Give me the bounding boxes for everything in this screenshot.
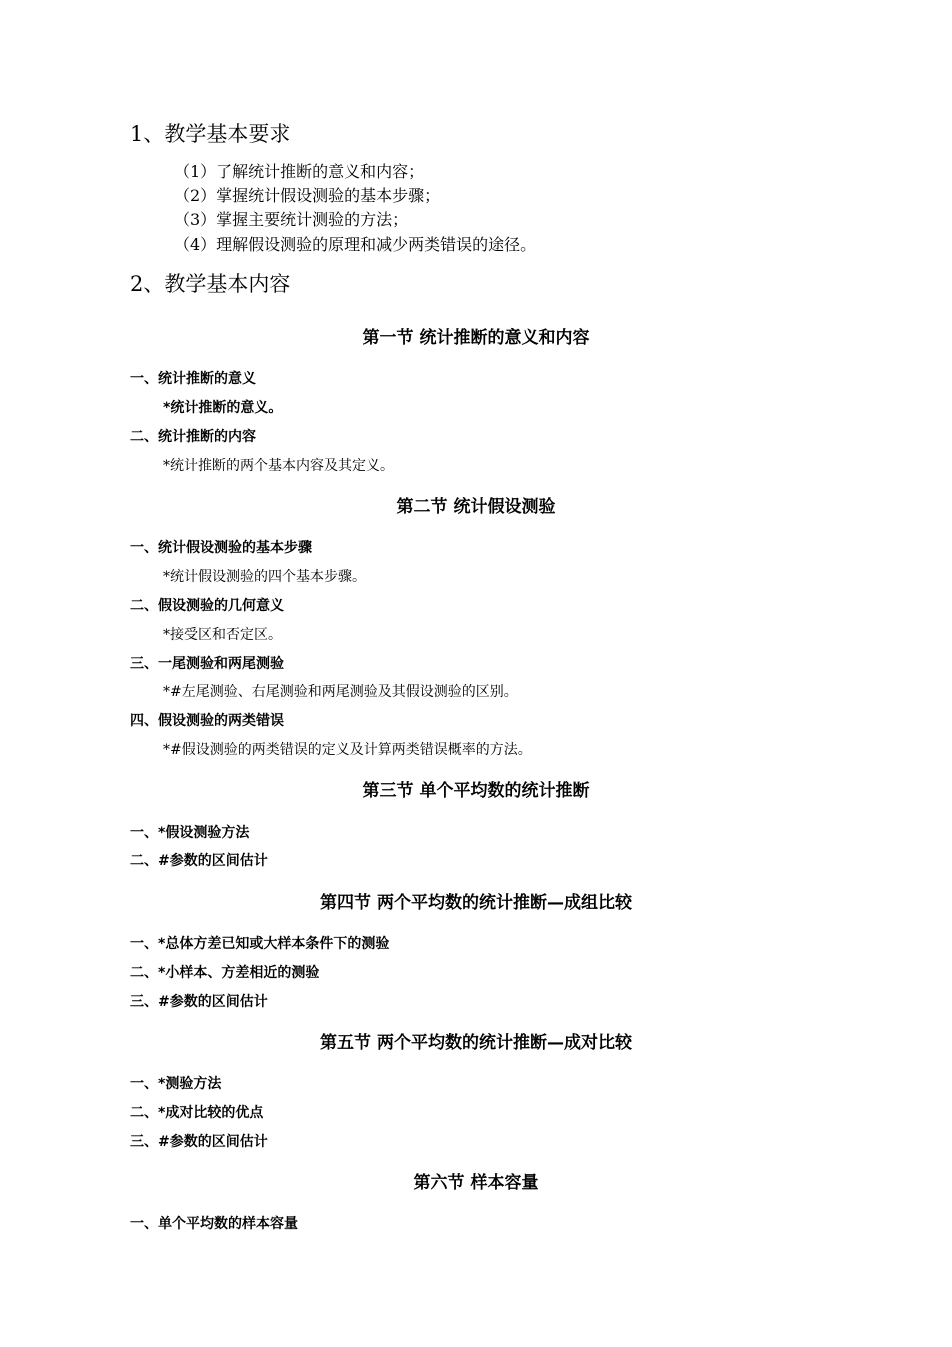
topic-detail: *统计推断的两个基本内容及其定义。 (163, 458, 394, 474)
topic-item: 三、一尾测验和两尾测验 (130, 656, 284, 672)
chapter-title: 第五节 两个平均数的统计推断—成对比较 (320, 1033, 632, 1053)
chapter-title: 第三节 单个平均数的统计推断 (362, 781, 590, 801)
chapter-title: 第二节 统计假设测验 (396, 497, 556, 517)
topic-item: 二、*小样本、方差相近的测验 (130, 965, 320, 981)
topic-item: 一、*假设测验方法 (130, 825, 250, 841)
chapter-title: 第一节 统计推断的意义和内容 (362, 328, 590, 348)
topic-item: 三、#参数的区间估计 (130, 994, 268, 1010)
topic-item: 一、统计推断的意义 (130, 371, 256, 387)
topic-item: 二、统计推断的内容 (130, 429, 256, 445)
requirement-item: （2）掌握统计假设测验的基本步骤； (174, 186, 441, 205)
requirement-item: （1）了解统计推断的意义和内容； (174, 162, 425, 181)
section-1-heading (130, 122, 290, 146)
topic-item: 一、*测验方法 (130, 1076, 222, 1092)
section-2-heading (130, 272, 290, 296)
chapter-title: 第六节 样本容量 (413, 1173, 539, 1193)
topic-item: 二、假设测验的几何意义 (130, 598, 284, 614)
section-1-title: 教学基本要求 (164, 122, 291, 146)
topic-item: 二、#参数的区间估计 (130, 853, 268, 869)
requirement-item: （3）掌握主要统计测验的方法； (174, 210, 409, 229)
section-1-number: 1、 (130, 122, 165, 146)
section-2-title: 教学基本内容 (164, 272, 291, 296)
topic-item: 一、*总体方差已知或大样本条件下的测验 (130, 936, 390, 952)
topic-item: 三、#参数的区间估计 (130, 1134, 268, 1150)
requirement-item: （4）理解假设测验的原理和减少两类错误的途径。 (174, 235, 537, 254)
topic-item: 一、单个平均数的样本容量 (130, 1216, 298, 1232)
topic-item: 一、统计假设测验的基本步骤 (130, 540, 312, 556)
chapter-title: 第四节 两个平均数的统计推断—成组比较 (320, 893, 632, 913)
topic-detail: *统计假设测验的四个基本步骤。 (163, 569, 366, 585)
topic-detail: *接受区和否定区。 (163, 627, 282, 643)
topic-item: 二、*成对比较的优点 (130, 1105, 264, 1121)
topic-detail: *#假设测验的两类错误的定义及计算两类错误概率的方法。 (163, 742, 532, 758)
topic-item: 四、假设测验的两类错误 (130, 713, 284, 729)
topic-detail: *统计推断的意义。 (163, 400, 283, 416)
section-2-number: 2、 (130, 272, 165, 296)
topic-detail: *#左尾测验、右尾测验和两尾测验及其假设测验的区别。 (163, 684, 518, 700)
